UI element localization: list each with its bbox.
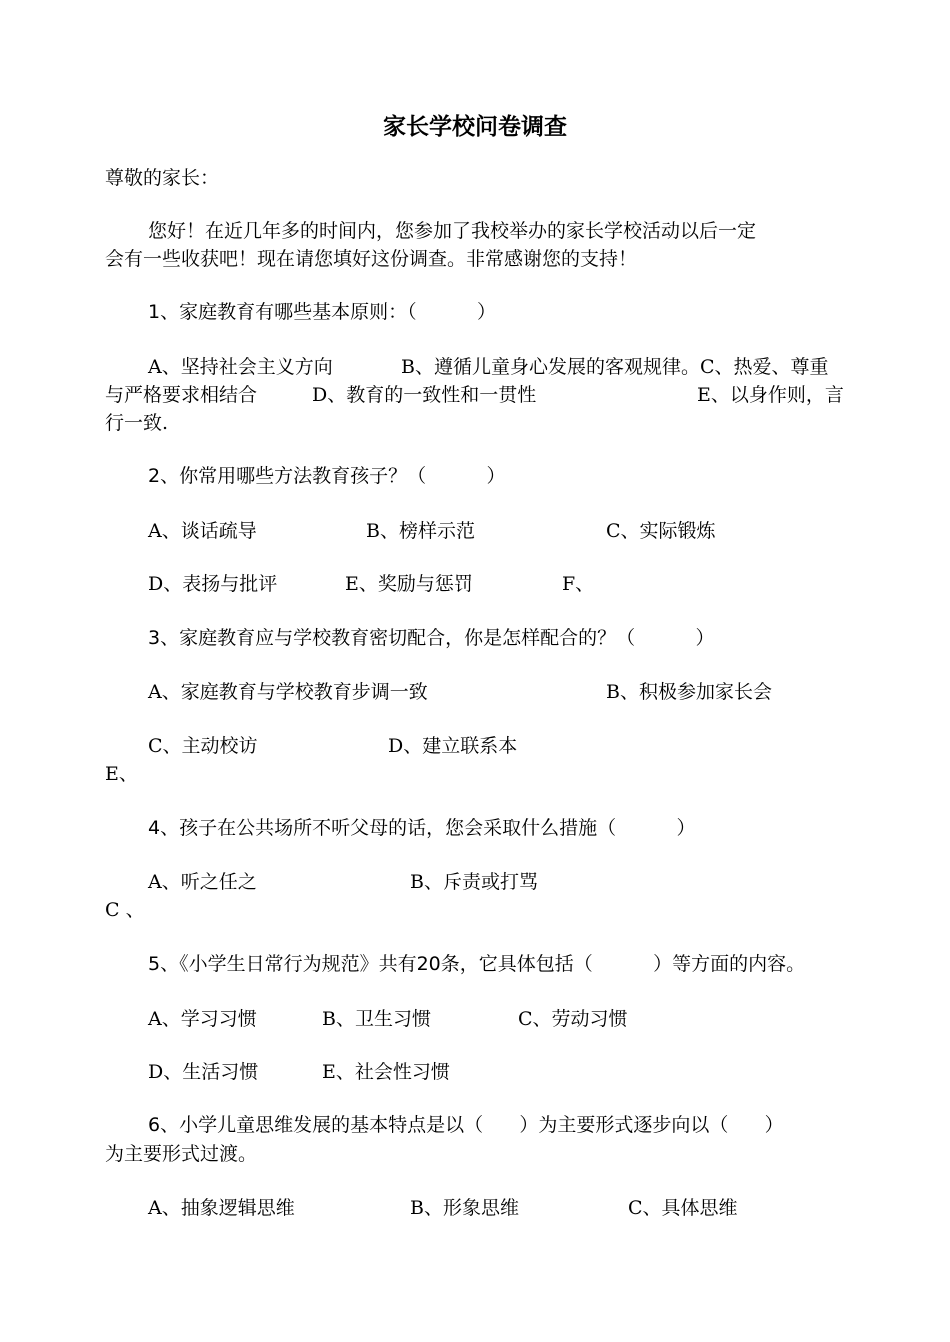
q2-option-f: F、 [562, 573, 595, 595]
q5-option-c: C、劳动习惯 [518, 1008, 628, 1030]
q1-option-c-cont: 与严格要求相结合 [105, 384, 258, 406]
q4-option-b: B、斥责或打骂 [410, 871, 538, 893]
q1-option-e: E、以身作则，言 [697, 384, 844, 406]
q2-option-b: B、榜样示范 [366, 520, 475, 542]
q3-option-b: B、积极参加家长会 [606, 681, 772, 703]
question-1: 1、家庭教育有哪些基本原则：（ ） [148, 301, 496, 323]
q4-option-a: A、听之任之 [148, 871, 257, 893]
question-6-line-2: 为主要形式过渡。 [105, 1143, 258, 1165]
q6-option-a: A、抽象逻辑思维 [148, 1197, 295, 1219]
question-2: 2、你常用哪些方法教育孩子？（ ） [148, 465, 506, 487]
q2-option-e: E、奖励与惩罚 [345, 573, 473, 595]
salutation: 尊敬的家长： [105, 167, 220, 189]
q5-option-d: D、生活习惯 [148, 1061, 259, 1083]
intro-line-1: 您好！在近几年多的时间内，您参加了我校举办的家长学校活动以后一定 [148, 220, 757, 242]
question-5: 5、《小学生日常行为规范》共有20条，它具体包括（ ）等方面的内容。 [148, 953, 806, 975]
q5-option-e: E、社会性习惯 [322, 1061, 450, 1083]
q2-option-c: C、实际锻炼 [606, 520, 716, 542]
q6-option-b: B、形象思维 [410, 1197, 519, 1219]
q5-option-b: B、卫生习惯 [322, 1008, 431, 1030]
intro-line-2: 会有一些收获吧！现在请您填好这份调查。非常感谢您的支持！ [105, 248, 638, 270]
q3-option-d: D、建立联系本 [388, 735, 518, 757]
question-4: 4、孩子在公共场所不听父母的话，您会采取什么措施（ ） [148, 817, 696, 839]
q6-option-c: C、具体思维 [628, 1197, 738, 1219]
q3-option-a: A、家庭教育与学校教育步调一致 [148, 681, 428, 703]
q1-option-b: B、遵循儿童身心发展的客观规律。C、热爱、尊重 [401, 356, 829, 378]
page-title: 家长学校问卷调查 [383, 114, 567, 140]
q2-option-d: D、表扬与批评 [148, 573, 278, 595]
q5-option-a: A、学习习惯 [148, 1008, 257, 1030]
question-3: 3、家庭教育应与学校教育密切配合，你是怎样配合的？（ ） [148, 627, 715, 649]
q1-option-e-cont: 行一致. [105, 412, 169, 434]
q3-option-e: E、 [105, 763, 138, 785]
q4-option-c: C 、 [105, 899, 145, 921]
q3-option-c: C、主动校访 [148, 735, 258, 757]
question-6-line-1: 6、小学儿童思维发展的基本特点是以（ ）为主要形式逐步向以（ ） [148, 1114, 784, 1136]
q1-option-a: A、坚持社会主义方向 [148, 356, 333, 378]
q1-option-d: D、教育的一致性和一贯性 [312, 384, 537, 406]
q2-option-a: A、谈话疏导 [148, 520, 257, 542]
